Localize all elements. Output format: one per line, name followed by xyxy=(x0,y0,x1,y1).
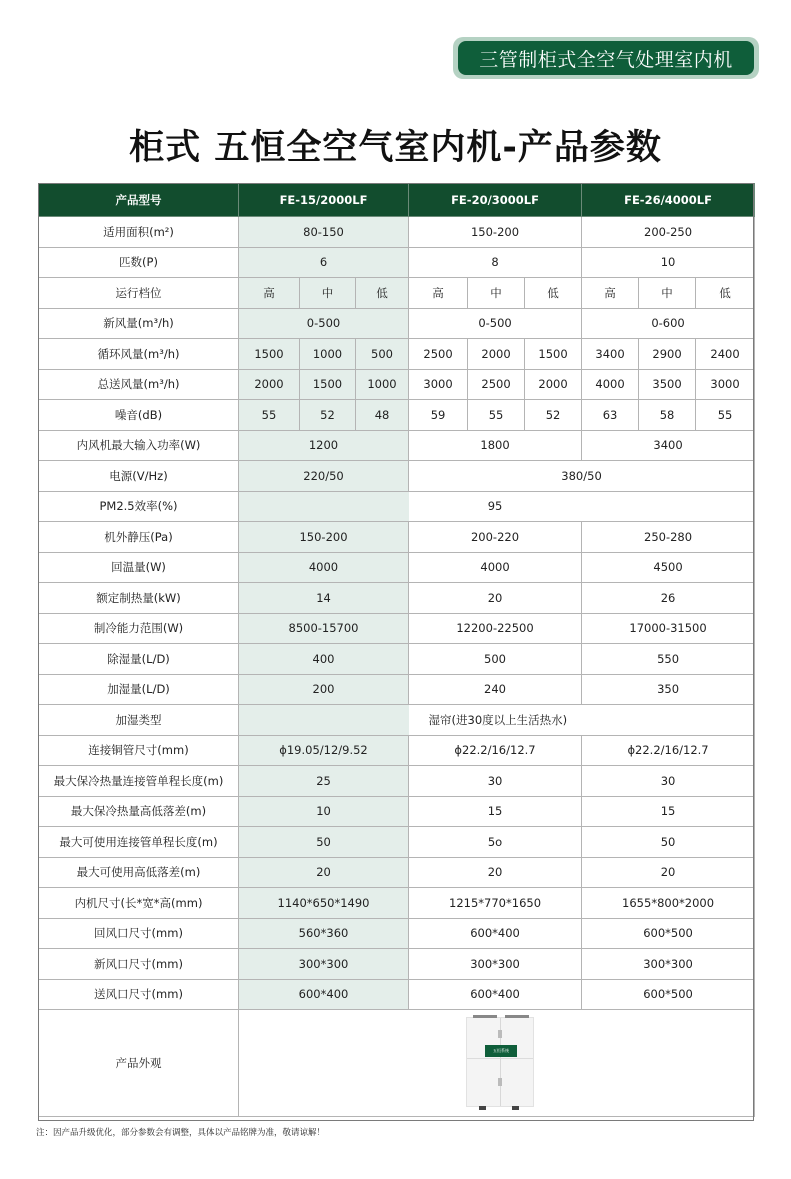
cell: 80-150 xyxy=(239,217,409,248)
cell: 0-500 xyxy=(409,308,582,339)
cell: 20 xyxy=(409,857,582,888)
table-row xyxy=(39,461,755,492)
cell: 560*360 xyxy=(239,918,409,949)
row-label: 额定制热量(kW) xyxy=(39,583,239,614)
product-image-cell xyxy=(239,1010,755,1117)
table-row xyxy=(39,552,755,583)
unit-handle xyxy=(498,1030,502,1038)
row-label: 连接铜管尺寸(mm) xyxy=(39,735,239,766)
unit-foot xyxy=(512,1106,519,1110)
row-label: 噪音(dB) xyxy=(39,400,239,431)
cell: 3000 xyxy=(696,369,755,400)
cell: 52 xyxy=(300,400,356,431)
table-row xyxy=(39,400,755,431)
cell: 低 xyxy=(356,278,409,309)
row-label: 除湿量(L/D) xyxy=(39,644,239,675)
table-row xyxy=(39,918,755,949)
cell: 2500 xyxy=(468,369,525,400)
unit-logo-plate: 五恒系统 xyxy=(485,1045,517,1057)
cell: 58 xyxy=(639,400,696,431)
row-label: 电源(V/Hz) xyxy=(39,461,239,492)
row-label: 加湿类型 xyxy=(39,705,239,736)
table-row xyxy=(39,857,755,888)
page-title: 柜式 五恒全空气室内机-产品参数 xyxy=(129,128,662,168)
cell: 59 xyxy=(409,400,468,431)
row-label: 运行档位 xyxy=(39,278,239,309)
category-badge xyxy=(453,37,759,79)
row-label: 加湿量(L/D) xyxy=(39,674,239,705)
row-label: 产品外观 xyxy=(39,1010,239,1117)
row-label: 送风口尺寸(mm) xyxy=(39,979,239,1010)
model-header: FE-20/3000LF xyxy=(409,184,582,217)
row-label: 总送风量(m³/h) xyxy=(39,369,239,400)
cell: 15 xyxy=(409,796,582,827)
cell: ϕ22.2/16/12.7 xyxy=(582,735,755,766)
cell: 300*300 xyxy=(239,949,409,980)
cell: 高 xyxy=(239,278,300,309)
cell: 3400 xyxy=(582,430,755,461)
cell: 95 xyxy=(409,491,582,522)
row-label: 最大可使用高低落差(m) xyxy=(39,857,239,888)
row-label: 回风口尺寸(mm) xyxy=(39,918,239,949)
cell: 1500 xyxy=(239,339,300,370)
cell: 2400 xyxy=(696,339,755,370)
cell: 中 xyxy=(639,278,696,309)
table-row xyxy=(39,583,755,614)
cell: 380/50 xyxy=(409,461,755,492)
row-label: PM2.5效率(%) xyxy=(39,491,239,522)
cell: 25 xyxy=(239,766,409,797)
cell: 2000 xyxy=(525,369,582,400)
cell: 50 xyxy=(582,827,755,858)
cell: 350 xyxy=(582,674,755,705)
cell: 15 xyxy=(582,796,755,827)
cell: 12200-22500 xyxy=(409,613,582,644)
cell xyxy=(239,705,409,736)
cell: 1500 xyxy=(525,339,582,370)
cell: 中 xyxy=(468,278,525,309)
table-row xyxy=(39,796,755,827)
cell: 300*300 xyxy=(582,949,755,980)
cell: 150-200 xyxy=(239,522,409,553)
cell: 20 xyxy=(582,857,755,888)
row-label: 匹数(P) xyxy=(39,247,239,278)
cell: 5o xyxy=(409,827,582,858)
cell: 26 xyxy=(582,583,755,614)
unit-handle xyxy=(498,1078,502,1086)
cell: 2000 xyxy=(468,339,525,370)
category-badge-text: 三管制柜式全空气处理室内机 xyxy=(458,41,754,75)
table-row xyxy=(39,827,755,858)
row-label: 新风口尺寸(mm) xyxy=(39,949,239,980)
product-image xyxy=(466,1017,534,1107)
cell: 高 xyxy=(582,278,639,309)
cell: 1000 xyxy=(300,339,356,370)
table-row xyxy=(39,705,755,736)
spec-table xyxy=(38,183,755,1117)
unit-top-vent xyxy=(473,1015,497,1018)
table-row xyxy=(39,766,755,797)
cell: 低 xyxy=(696,278,755,309)
cell: 湿帘(进30度以上生活热水) xyxy=(409,705,755,736)
table-row xyxy=(39,644,755,675)
cell: 低 xyxy=(525,278,582,309)
cell: 30 xyxy=(582,766,755,797)
unit-top-vent xyxy=(505,1015,529,1018)
cell: 2500 xyxy=(409,339,468,370)
cell: 1200 xyxy=(239,430,409,461)
cell: 3000 xyxy=(409,369,468,400)
cell: 10 xyxy=(582,247,755,278)
cell: 4000 xyxy=(409,552,582,583)
cell: 中 xyxy=(300,278,356,309)
cell: 250-280 xyxy=(582,522,755,553)
cell: 600*500 xyxy=(582,918,755,949)
table-row xyxy=(39,949,755,980)
row-label: 最大保冷热量高低落差(m) xyxy=(39,796,239,827)
table-row xyxy=(39,247,755,278)
cell: 3500 xyxy=(639,369,696,400)
model-header: FE-26/4000LF xyxy=(582,184,755,217)
cell: 200 xyxy=(239,674,409,705)
row-label: 循环风量(m³/h) xyxy=(39,339,239,370)
row-label: 适用面积(m²) xyxy=(39,217,239,248)
cell: 30 xyxy=(409,766,582,797)
cell: 1500 xyxy=(300,369,356,400)
cell: 4000 xyxy=(239,552,409,583)
cell: 150-200 xyxy=(409,217,582,248)
cell: 600*400 xyxy=(239,979,409,1010)
row-label: 内风机最大输入功率(W) xyxy=(39,430,239,461)
row-label: 最大保冷热量连接管单程长度(m) xyxy=(39,766,239,797)
cell: 高 xyxy=(409,278,468,309)
cell: 50 xyxy=(239,827,409,858)
cell: 200-250 xyxy=(582,217,755,248)
cell: 52 xyxy=(525,400,582,431)
header-label: 产品型号 xyxy=(39,184,239,217)
table-row xyxy=(39,369,755,400)
table-row xyxy=(39,613,755,644)
cell xyxy=(239,491,409,522)
row-label: 内机尺寸(长*宽*高(mm) xyxy=(39,888,239,919)
cell: 600*400 xyxy=(409,979,582,1010)
table-row xyxy=(39,735,755,766)
cell: 55 xyxy=(468,400,525,431)
table-row xyxy=(39,979,755,1010)
cell: 240 xyxy=(409,674,582,705)
cell: 48 xyxy=(356,400,409,431)
cell: 600*400 xyxy=(409,918,582,949)
cell: 2000 xyxy=(239,369,300,400)
table-row xyxy=(39,1010,755,1117)
cell: 500 xyxy=(356,339,409,370)
table-row xyxy=(39,430,755,461)
cell: 20 xyxy=(239,857,409,888)
table-row xyxy=(39,522,755,553)
cell: 0-600 xyxy=(582,308,755,339)
cell: 1215*770*1650 xyxy=(409,888,582,919)
table-row xyxy=(39,217,755,248)
row-label: 机外静压(Pa) xyxy=(39,522,239,553)
cell: ϕ19.05/12/9.52 xyxy=(239,735,409,766)
footnote: 注：因产品升级优化，部分参数会有调整，具体以产品铭牌为准，敬请谅解！ xyxy=(36,1128,326,1138)
row-label: 新风量(m³/h) xyxy=(39,308,239,339)
table-row xyxy=(39,339,755,370)
cell: 200-220 xyxy=(409,522,582,553)
row-label: 制冷能力范围(W) xyxy=(39,613,239,644)
cell: 600*500 xyxy=(582,979,755,1010)
cell: 20 xyxy=(409,583,582,614)
table-row xyxy=(39,278,755,309)
cell: 500 xyxy=(409,644,582,675)
cell xyxy=(582,491,755,522)
cell: 63 xyxy=(582,400,639,431)
cell: 300*300 xyxy=(409,949,582,980)
cell: 1800 xyxy=(409,430,582,461)
cell: 55 xyxy=(696,400,755,431)
cell: 55 xyxy=(239,400,300,431)
cell: 1000 xyxy=(356,369,409,400)
unit-foot xyxy=(479,1106,486,1110)
cell: 220/50 xyxy=(239,461,409,492)
cell: 4000 xyxy=(582,369,639,400)
model-header: FE-15/2000LF xyxy=(239,184,409,217)
header-row xyxy=(39,184,755,217)
table-row xyxy=(39,491,755,522)
cell: 14 xyxy=(239,583,409,614)
cell: 2900 xyxy=(639,339,696,370)
cell: 6 xyxy=(239,247,409,278)
row-label: 回温量(W) xyxy=(39,552,239,583)
cell: 550 xyxy=(582,644,755,675)
cell: 8 xyxy=(409,247,582,278)
cell: 8500-15700 xyxy=(239,613,409,644)
cell: ϕ22.2/16/12.7 xyxy=(409,735,582,766)
cell: 1140*650*1490 xyxy=(239,888,409,919)
cell: 4500 xyxy=(582,552,755,583)
cell: 0-500 xyxy=(239,308,409,339)
cell: 3400 xyxy=(582,339,639,370)
cell: 17000-31500 xyxy=(582,613,755,644)
unit-panel-seam xyxy=(467,1058,533,1059)
cell: 1655*800*2000 xyxy=(582,888,755,919)
row-label: 最大可使用连接管单程长度(m) xyxy=(39,827,239,858)
cell: 400 xyxy=(239,644,409,675)
table-row xyxy=(39,888,755,919)
cell: 10 xyxy=(239,796,409,827)
table-row xyxy=(39,308,755,339)
table-row xyxy=(39,674,755,705)
